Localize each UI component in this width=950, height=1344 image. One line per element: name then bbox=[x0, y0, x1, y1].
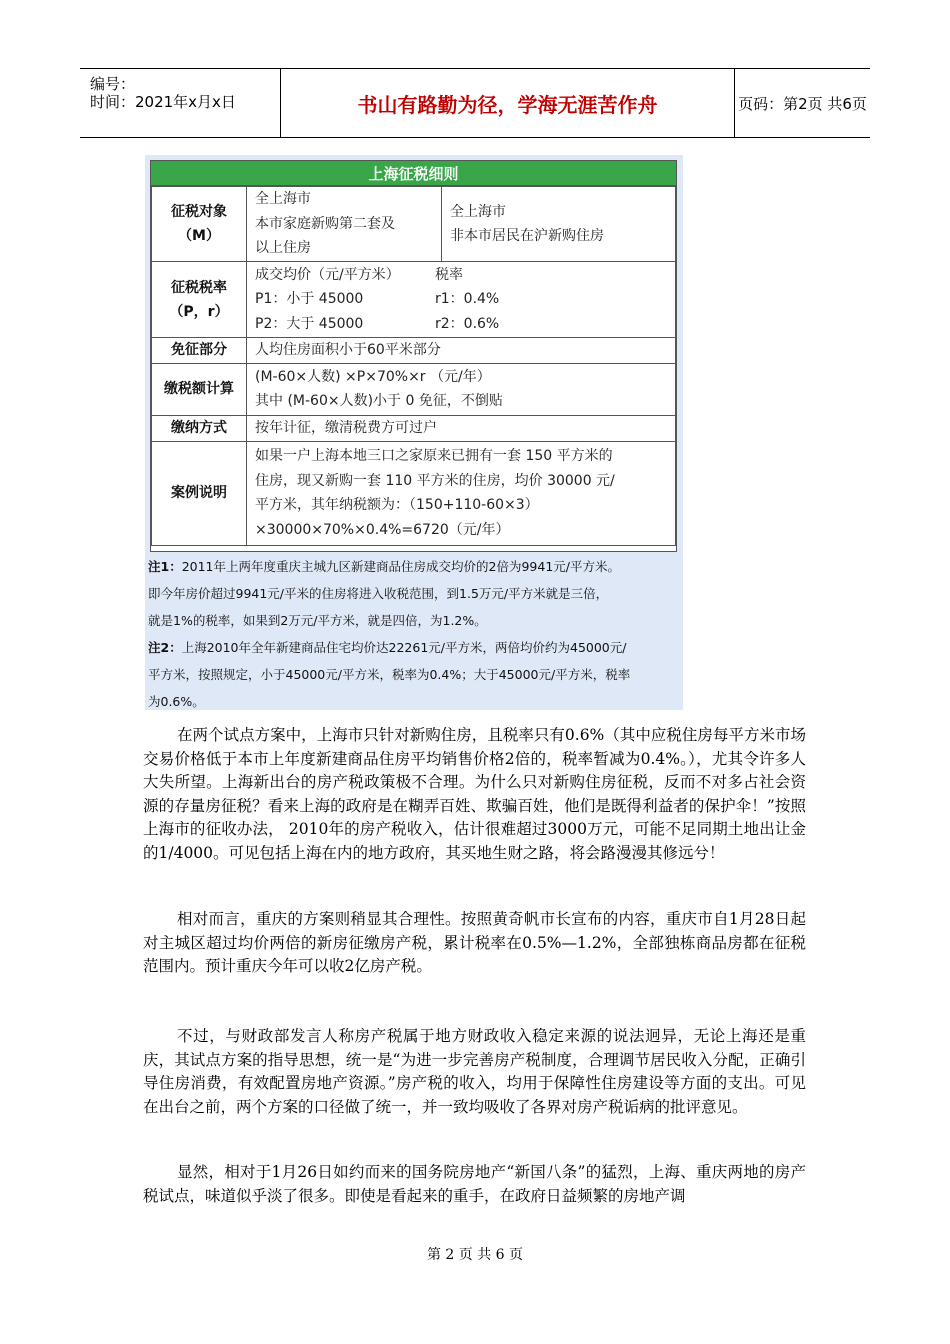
row-key: 案例说明 bbox=[152, 441, 247, 545]
table-row bbox=[152, 415, 676, 441]
header-page-label: 页码：第2页 共6页 bbox=[738, 94, 867, 113]
row-key: 免征部分 bbox=[152, 338, 247, 364]
row-value: 如果一户上海本地三口之家原来已拥有一套 150 平方米的 住房，现又新购一套 110 平方米的住房，均价 30000 元/ 平方米，其年纳税额为：（150+110-60×3） ×30000×70%×0.4%=6720（元/年） bbox=[247, 441, 676, 545]
row-key: 缴税额计算 bbox=[152, 363, 247, 415]
figure-notes bbox=[145, 553, 683, 715]
body-paragraph: 不过，与财政部发言人称房产税属于地方财政收入稳定来源的说法迥异，无论上海还是重庆，其试点方案的指导思想，统一是“为进一步完善房产税制度，合理调节居民收入分配，正确引导住房消费，有效配置房地产资源。”房产税的收入，均用于保障性住房建设等方面的支出。可见在出台之前，两个方案的口径做了统一，并一致均吸收了各界对房产税诟病的批评意见。 bbox=[143, 1027, 806, 1116]
note-tag: 注1： bbox=[148, 559, 182, 574]
header-meta bbox=[80, 69, 281, 137]
table-row bbox=[152, 441, 676, 545]
table-row bbox=[152, 187, 676, 262]
row-value: 人均住房面积小于60平米部分 bbox=[247, 338, 676, 364]
note-1: 注1：2011年上两年度重庆主城九区新建商品住房成交均价的2倍为9941元/平方米。 即今年房价超过9941元/平米的住房将进入收税范围，到1.5万元/平方米就是三倍， 就是1%的税率，如果到2万元/平方米，就是四倍，为1.2%。 bbox=[148, 559, 620, 628]
body-paragraph: 在两个试点方案中，上海市只针对新购住房，且税率只有0.6%（其中应税住房每平方米市场交易价格低于本市上年度新建商品住房平均销售价格2倍的，税率暂减为0.4%。），尤其令许多人大失所望。上海新出台的房产税政策极不合理。为什么只对新购住房征税，反而不对多占社会资源的存量房征税？看来上海的政府是在糊弄百姓、欺骗百姓，他们是既得利益者的保护伞！”按照上海市的征收办法， 2010年的房产税收入，估计很难超过3000万元，可能不足同期土地出让金的1/4000。可见包括上海在内的地方政府，其买地生财之路，将会路漫漫其修远兮！ bbox=[143, 726, 806, 862]
page-footer: 第 2 页 共 6 页 bbox=[426, 1247, 524, 1263]
row-value: 按年计征，缴清税费方可过户 bbox=[247, 415, 676, 441]
table-title: 上海征税细则 bbox=[151, 161, 676, 186]
table-row bbox=[152, 262, 676, 338]
tax-rules-table bbox=[150, 160, 677, 552]
cell-b: 全上海市 非本市居民在沪新购住房 bbox=[450, 203, 604, 244]
row-value: 成交均价（元/平方米） 税率 P1：小于 45000 r1：0.4% P2：大于 45000 r2：0.6% bbox=[247, 262, 676, 338]
page-header bbox=[80, 68, 870, 138]
row-key: 征税税率 （P，r） bbox=[152, 262, 247, 338]
note-tag: 注2： bbox=[148, 640, 182, 655]
row-value: (M-60×人数) ×P×70%×r （元/年） 其中 (M-60×人数)小于 0 免征，不倒贴 bbox=[247, 363, 676, 415]
date-label: 时间：2021年x月x日 bbox=[90, 93, 236, 111]
note-2: 注2：上海2010年全年新建商品住宅均价达22261元/平方米，两倍均价约为45000元/ 平方米，按照规定，小于45000元/平方米，税率为0.4%；大于45000元/平方米，税率 为0.6%。 bbox=[148, 640, 631, 709]
table-row bbox=[152, 363, 676, 415]
table-row bbox=[152, 338, 676, 364]
row-key: 征税对象 （M） bbox=[152, 187, 247, 262]
row-key: 缴纳方式 bbox=[152, 415, 247, 441]
cell-a: 全上海市 本市家庭新购第二套及 以上住房 bbox=[247, 187, 442, 261]
body-paragraph: 相对而言，重庆的方案则稍显其合理性。按照黄奇帆市长宣布的内容，重庆市自1月28日起对主城区超过均价两倍的新房征缴房产税，累计税率在0.5%—1.2%，全部独栋商品房都在征税范围内。预计重庆今年可以收2亿房产税。 bbox=[143, 910, 806, 976]
number-label: 编号： bbox=[90, 75, 136, 93]
body-paragraph: 显然，相对于1月26日如约而来的国务院房地产“新国八条”的猛烈，上海、重庆两地的房产税试点，味道似乎淡了很多。即使是看起来的重手，在政府日益频繁的房地产调 bbox=[143, 1163, 806, 1205]
tax-rules-figure bbox=[145, 155, 683, 710]
header-motto: 书山有路勤为径，学海无涯苦作舟 bbox=[281, 69, 735, 137]
